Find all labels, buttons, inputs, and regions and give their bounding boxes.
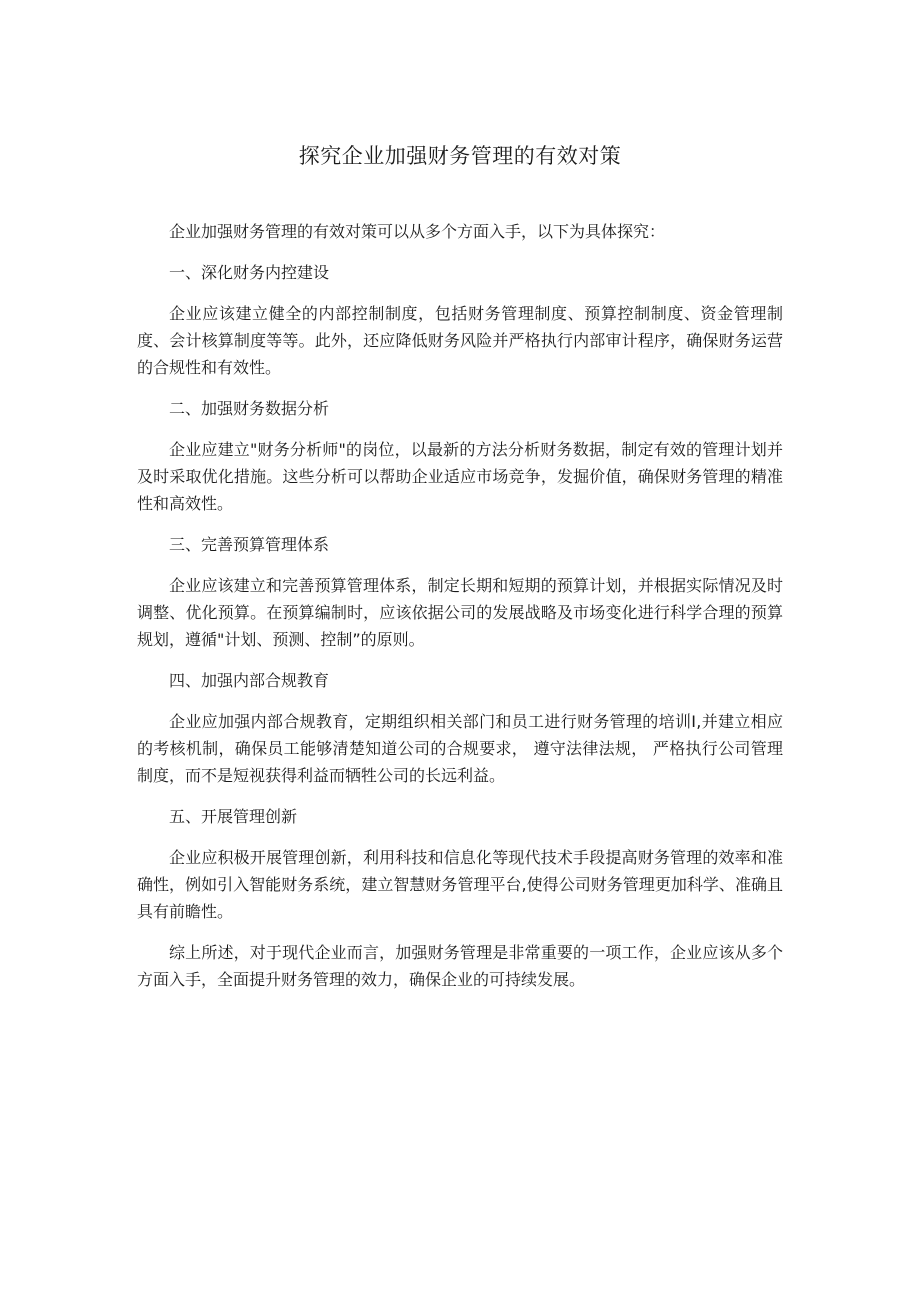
conclusion-paragraph: 综上所述，对于现代企业而言，加强财务管理是非常重要的一项工作，企业应该从多个方面入手，全面提升财务管理的效力，确保企业的可持续发展。 (137, 943, 783, 989)
section-heading-4: 四、加强内部合规教育 (169, 671, 330, 690)
section-body-3: 企业应该建立和完善预算管理体系，制定长期和短期的预算计划，并根据实际情况及时调整、优化预算。在预算编制时，应该依据公司的发展战略及市场变化进行科学合理的预算规划，遵循"计划、预测、控制”的原则。 (137, 576, 783, 649)
intro-paragraph: 企业加强财务管理的有效对策可以从多个方面入手，以下为具体探究： (169, 222, 666, 241)
section-body-5: 企业应积极开展管理创新，利用科技和信息化等现代技术手段提高财务管理的效率和准确性，例如引入智能财务系统，建立智慧财务管理平台,使得公司财务管理更加科学、准确且具有前瞻性。 (137, 848, 783, 921)
section-body-4: 企业应加强内部合规教育，定期组织相关部门和员工进行财务管理的培训Ⅰ,并建立相应的考核机制，确保员工能够清楚知道公司的合规要求， 遵守法律法规， 严格执行公司管理制度，而不是短视获得利益而牺牲公司的长远利益。 (137, 712, 783, 785)
section-heading-3: 三、完善预算管理体系 (169, 535, 330, 554)
section-body-2: 企业应建立"财务分析师"的岗位，以最新的方法分析财务数据，制定有效的管理计划并及时采取优化措施。这些分析可以帮助企业适应市场竞争，发掘价值，确保财务管理的精准性和高效性。 (137, 440, 783, 513)
section-body-1: 企业应该建立健全的内部控制制度，包括财务管理制度、预算控制制度、资金管理制度、会计核算制度等等。此外，还应降低财务风险并严格执行内部审计程序，确保财务运营的合规性和有效性。 (137, 304, 783, 377)
section-heading-1: 一、深化财务内控建设 (169, 263, 330, 282)
section-heading-2: 二、加强财务数据分析 (169, 399, 330, 418)
document-body (137, 218, 783, 1007)
section-heading-5: 五、开展管理创新 (169, 807, 298, 826)
page-title: 探究企业加强财务管理的有效对策 (298, 144, 622, 168)
